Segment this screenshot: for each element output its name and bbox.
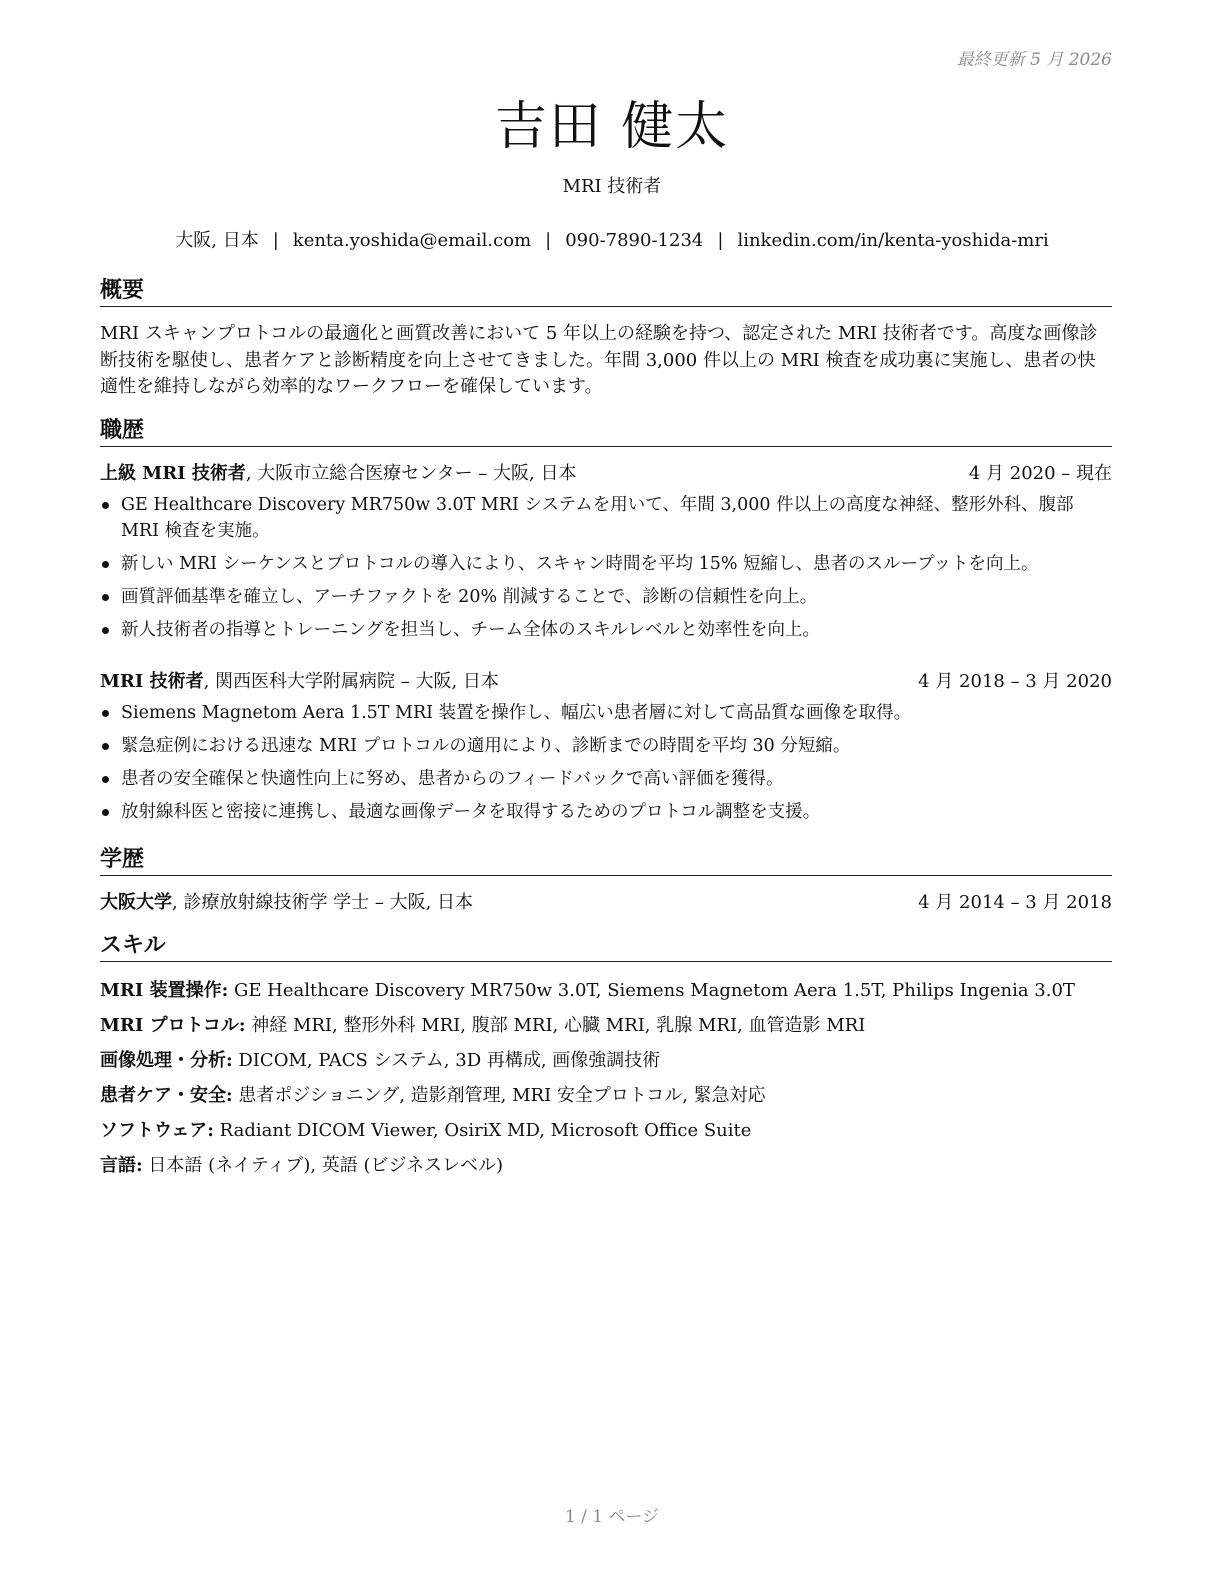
- job-header: [100, 669, 1112, 695]
- skill-row: [100, 978, 1112, 1013]
- job-title: MRI 技術者: [562, 176, 662, 197]
- skill-value: 患者ポジショニング, 造影剤管理, MRI 安全プロトコル, 緊急対応: [232, 1085, 766, 1106]
- skill-value: DICOM, PACS システム, 3D 再構成, 画像強調技術: [232, 1050, 661, 1071]
- skill-row: [100, 1048, 1112, 1083]
- bullet-item: 新人技術者の指導とトレーニングを担当し、チーム全体のスキルレベルと効率性を向上。: [100, 617, 1112, 643]
- job-bullets: [100, 492, 1112, 650]
- section-heading-skills: スキル: [100, 932, 1112, 962]
- section-heading-experience: 職歴: [100, 417, 1112, 447]
- education-entry: [100, 890, 1112, 916]
- contact-linkedin[interactable]: linkedin.com/in/kenta-yoshida-mri: [737, 230, 1049, 251]
- skill-label: 言語:: [100, 1155, 143, 1176]
- skill-value: 日本語 (ネイティブ), 英語 (ビジネスレベル): [142, 1155, 504, 1176]
- skill-label: 画像処理・分析:: [100, 1050, 233, 1071]
- bullet-item: 新しい MRI シーケンスとプロトコルの導入により、スキャン時間を平均 15% 短縮し、患者のスループットを向上。: [100, 551, 1112, 577]
- separator: |: [717, 230, 724, 251]
- section-heading-summary: 概要: [100, 277, 1112, 307]
- bullet-item: 緊急症例における迅速な MRI プロトコルの適用により、診断までの時間を平均 30 分短縮。: [100, 733, 1112, 759]
- bullet-item: GE Healthcare Discovery MR750w 3.0T MRI システムを用いて、年間 3,000 件以上の高度な神経、整形外科、腹部 MRI 検査を実施。: [100, 492, 1112, 544]
- summary-text: MRI スキャンプロトコルの最適化と画質改善において 5 年以上の経験を持つ、認定された MRI 技術者です。高度な画像診断技術を駆使し、患者ケアと診断精度を向上させてきました。年間 3,000 件以上の MRI 検査を成功裏に実施し、患者の快適性を維持しながら効率的なワークフローを確保しています。: [100, 323, 1098, 397]
- job-organization: , 関西医科大学附属病院 – 大阪, 日本: [203, 671, 499, 692]
- skill-value: Radiant DICOM Viewer, OsiriX MD, Microsoft Office Suite: [213, 1120, 752, 1141]
- job-role: 上級 MRI 技術者: [100, 463, 246, 484]
- contact-phone: 090-7890-1234: [565, 230, 704, 251]
- section-heading-education: 学歴: [100, 846, 1112, 876]
- job-bullets: [100, 700, 1112, 832]
- last-updated: 最終更新 5 月 2026: [956, 50, 1112, 70]
- contact-email[interactable]: kenta.yoshida@email.com: [292, 230, 532, 251]
- school-name: 大阪大学: [100, 892, 172, 913]
- job-organization: , 大阪市立総合医療センター – 大阪, 日本: [245, 463, 577, 484]
- skill-row: [100, 1083, 1112, 1118]
- job-dates: 4 月 2020 – 現在: [968, 463, 1112, 484]
- page-number: 1 / 1 ページ: [564, 1507, 660, 1527]
- bullet-item: 患者の安全確保と快適性向上に努め、患者からのフィードバックで高い評価を獲得。: [100, 766, 1112, 792]
- bullet-item: 画質評価基準を確立し、アーチファクトを 20% 削減することで、診断の信頼性を向上。: [100, 584, 1112, 610]
- skill-label: MRI プロトコル:: [100, 1015, 246, 1036]
- education-dates: 4 月 2014 – 3 月 2018: [918, 892, 1112, 913]
- contact-location: 大阪, 日本: [175, 230, 259, 251]
- skill-value: GE Healthcare Discovery MR750w 3.0T, Siemens Magnetom Aera 1.5T, Philips Ingenia 3.0T: [228, 980, 1075, 1001]
- skill-row: [100, 1013, 1112, 1048]
- candidate-name: 吉田 健太: [494, 97, 730, 157]
- skill-value: 神経 MRI, 整形外科 MRI, 腹部 MRI, 心臓 MRI, 乳腺 MRI, 血管造影 MRI: [245, 1015, 866, 1036]
- skills-list: [100, 978, 1112, 1188]
- job-role: MRI 技術者: [100, 671, 204, 692]
- skill-row: [100, 1153, 1112, 1188]
- contact-line: [0, 226, 1224, 252]
- separator: |: [545, 230, 552, 251]
- bullet-item: 放射線科医と密接に連携し、最適な画像データを取得するためのプロトコル調整を支援。: [100, 799, 1112, 825]
- job-dates: 4 月 2018 – 3 月 2020: [918, 671, 1112, 692]
- separator: |: [272, 230, 279, 251]
- job-header: [100, 461, 1112, 487]
- bullet-item: Siemens Magnetom Aera 1.5T MRI 装置を操作し、幅広い患者層に対して高品質な画像を取得。: [100, 700, 1112, 726]
- degree-detail: , 診療放射線技術学 学士 – 大阪, 日本: [172, 892, 474, 913]
- skill-row: [100, 1118, 1112, 1153]
- skill-label: MRI 装置操作:: [100, 980, 229, 1001]
- skill-label: 患者ケア・安全:: [100, 1085, 233, 1106]
- skill-label: ソフトウェア:: [100, 1120, 214, 1141]
